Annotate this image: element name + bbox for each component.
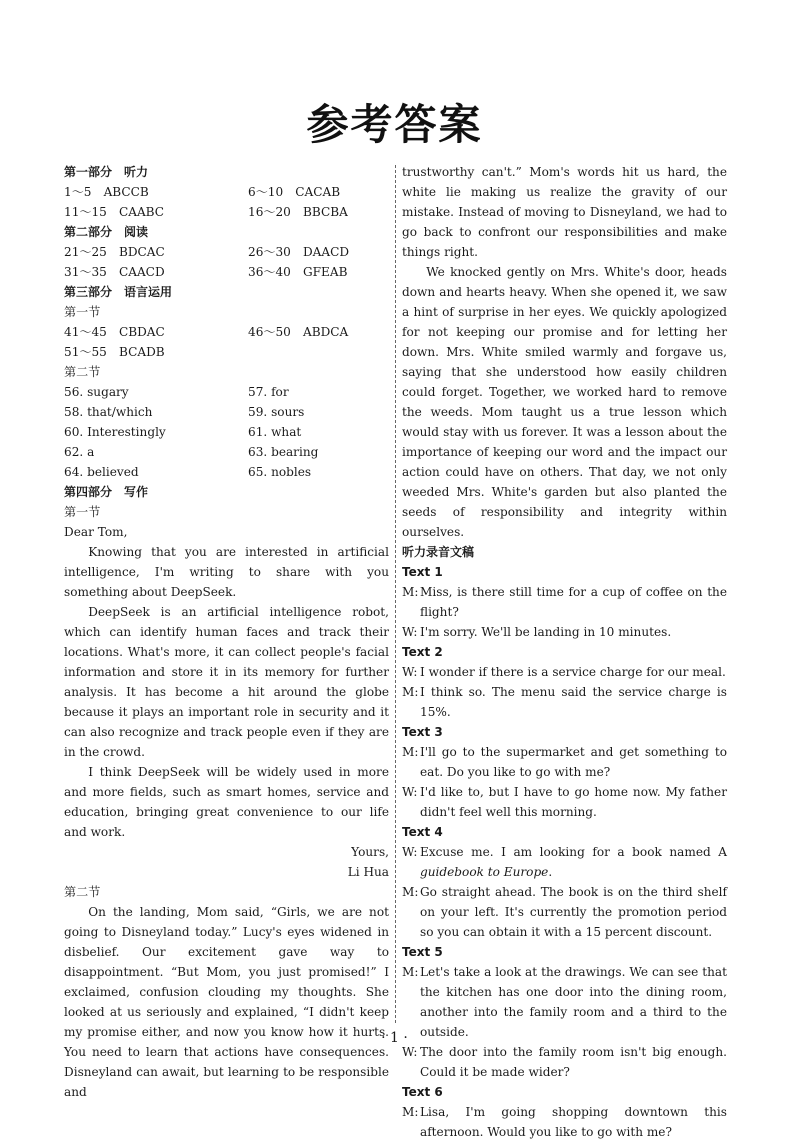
dialogue-line (402, 582, 727, 622)
answer-cell: 61. what (248, 425, 302, 439)
answer-row (64, 202, 389, 222)
answer-row (64, 402, 389, 422)
book-title: guidebook to Europe (420, 865, 549, 879)
dialogue-line (402, 742, 727, 782)
dialogue-line (402, 1102, 727, 1142)
dialogue-line (402, 1042, 727, 1082)
answer-cell: 58. that/which (64, 405, 153, 419)
dialogue-text-part: . (548, 865, 553, 879)
dialogue-text: I'll go to the supermarket and get something to eat. Do you like to go with me? (420, 745, 727, 779)
answer-cell: 36～40 GFEAB (248, 265, 348, 279)
answer-cell: 60. Interestingly (64, 425, 166, 439)
answer-cell: 51～55 BCADB (64, 345, 165, 359)
left-column (64, 162, 389, 1102)
speaker-label: M: (402, 885, 419, 899)
answer-row (64, 262, 389, 282)
answer-row (64, 322, 389, 342)
text-label: Text 5 (402, 945, 443, 959)
speaker-label: M: (402, 1105, 419, 1119)
answer-row (64, 442, 389, 462)
answer-cell: 62. a (64, 445, 95, 459)
column-divider (395, 165, 396, 1023)
answer-row (64, 462, 389, 482)
subsection-heading: 第二节 (64, 365, 101, 379)
right-column (402, 162, 727, 1142)
speaker-label: M: (402, 585, 419, 599)
speaker-label: W: (402, 845, 418, 859)
dialogue-line (402, 882, 727, 942)
dialogue-text: I'd like to, but I have to go home now. My father didn't feel well this morning. (420, 785, 727, 819)
speaker-label: M: (402, 745, 419, 759)
page-number: · 1 · (381, 1030, 408, 1046)
text-label: Text 1 (402, 565, 443, 579)
subsection-heading: 第二节 (64, 885, 101, 899)
answer-cell: 31～35 CAACD (64, 265, 165, 279)
dialogue-text: I wonder if there is a service charge for our meal. (420, 665, 726, 679)
page-title: 参考答案 (306, 100, 483, 149)
section-heading: 第一部分 听力 (64, 165, 149, 179)
text-label: Text 2 (402, 645, 443, 659)
section-heading: 第三部分 语言运用 (64, 285, 173, 299)
answer-cell: 6～10 CACAB (248, 185, 341, 199)
dialogue-line (402, 662, 727, 682)
subsection-heading: 第一节 (64, 505, 101, 519)
speaker-label: W: (402, 665, 418, 679)
answer-cell: 64. believed (64, 465, 139, 479)
answer-row (64, 182, 389, 202)
letter-paragraph: I think DeepSeek will be widely used in more and more fields, such as smart homes, service and education, bringing great convenience to our life and work. (64, 765, 389, 839)
dialogue-text: Lisa, I'm going shopping downtown this afternoon. Would you like to go with me? (420, 1105, 727, 1139)
dialogue-text: Let's take a look at the drawings. We can see that the kitchen has one door into the dining room, another into the family room and a third to the outside. (420, 965, 727, 1039)
answer-cell: 21～25 BDCAC (64, 245, 165, 259)
dialogue-line (402, 842, 727, 882)
section-heading: 第二部分 阅读 (64, 225, 149, 239)
answer-row (64, 422, 389, 442)
dialogue-text: The door into the family room isn't big enough. Could it be made wider? (420, 1045, 727, 1079)
answer-cell: 57. for (248, 385, 289, 399)
dialogue-text: I think so. The menu said the service charge is 15%. (420, 685, 727, 719)
answer-cell: 56. sugary (64, 385, 129, 399)
dialogue-text (420, 842, 727, 882)
answer-cell: 26～30 DAACD (248, 245, 350, 259)
text-label: Text 6 (402, 1085, 443, 1099)
answer-row (64, 382, 389, 402)
dialogue-text: I'm sorry. We'll be landing in 10 minutes. (420, 625, 672, 639)
answer-cell: 65. nobles (248, 465, 312, 479)
story-paragraph: trustworthy can't.” Mom's words hit us hard, the white lie making us realize the gravity of our mistake. Instead of moving to Disneyland, we had to go back to confront our responsibilities and make things right. (402, 165, 727, 259)
dialogue-line (402, 782, 727, 822)
letter-greeting: Dear Tom, (64, 525, 128, 539)
subsection-heading: 第一节 (64, 305, 101, 319)
story-paragraph: We knocked gently on Mrs. White's door, heads down and hearts heavy. When she opened it, we saw a hint of surprise in her eyes. We quickly apologized for not keeping our promise and for letting her down. Mrs. White smiled warmly and forgave us, saying that she understood how easily children could forget. Together, we worked hard to remove the weeds. Mom taught us a true lesson which would stay with us forever. It was a lesson about the importance of keeping our word and the impact our action could have on others. That day, we not only weeded Mrs. White's garden but also planted the seeds of responsibility and integrity within ourselves. (402, 265, 727, 539)
dialogue-text-part: Excuse me. I am looking for a book named A (420, 845, 727, 859)
dialogue-line (402, 622, 727, 642)
letter-paragraph: DeepSeek is an artificial intelligence robot, which can identify human faces and track their locations. What's more, it can collect people's facial information and store it in its memory for further analysis. It has become a hit around the globe because it plays an important role in security and it can also recognize and track people even if they are in the crowd. (64, 605, 389, 759)
speaker-label: M: (402, 685, 419, 699)
text-label: Text 4 (402, 825, 443, 839)
answer-cell: 11～15 CAABC (64, 205, 165, 219)
answer-cell: 63. bearing (248, 445, 319, 459)
answer-row (64, 242, 389, 262)
speaker-label: M: (402, 965, 419, 979)
dialogue-text: Go straight ahead. The book is on the third shelf on your left. It's currently the promotion period so you can obtain it with a 15 percent discount. (420, 885, 727, 939)
letter-paragraph: Knowing that you are interested in artificial intelligence, I'm writing to share with you something about DeepSeek. (64, 545, 389, 599)
transcript-heading: 听力录音文稿 (402, 545, 475, 559)
answer-cell: 16～20 BBCBA (248, 205, 348, 219)
answer-cell: 46～50 ABDCA (248, 325, 349, 339)
letter-signature: Li Hua (347, 865, 389, 879)
letter-closing: Yours, (351, 845, 389, 859)
story-paragraph: On the landing, Mom said, “Girls, we are not going to Disneyland today.” Lucy's eyes widened in disbelief. Our excitement gave way to disappointment. “But Mom, you just promised!” I exclaimed, confusion clouding my thoughts. She looked at us seriously and explained, “I didn't keep my promise either, and now you know how it hurts. You need to learn that actions have consequences. Disneyland can await, but learning to be responsible and (64, 905, 389, 1099)
answer-cell: 1～5 ABCCB (64, 185, 149, 199)
section-heading: 第四部分 写作 (64, 485, 149, 499)
speaker-label: W: (402, 625, 418, 639)
text-label: Text 3 (402, 725, 443, 739)
answer-cell: 59. sours (248, 405, 305, 419)
speaker-label: W: (402, 785, 418, 799)
answer-cell: 41～45 CBDAC (64, 325, 165, 339)
answer-row (64, 342, 389, 362)
dialogue-text: Miss, is there still time for a cup of coffee on the flight? (420, 585, 727, 619)
speaker-label: W: (402, 1045, 418, 1059)
dialogue-line (402, 682, 727, 722)
